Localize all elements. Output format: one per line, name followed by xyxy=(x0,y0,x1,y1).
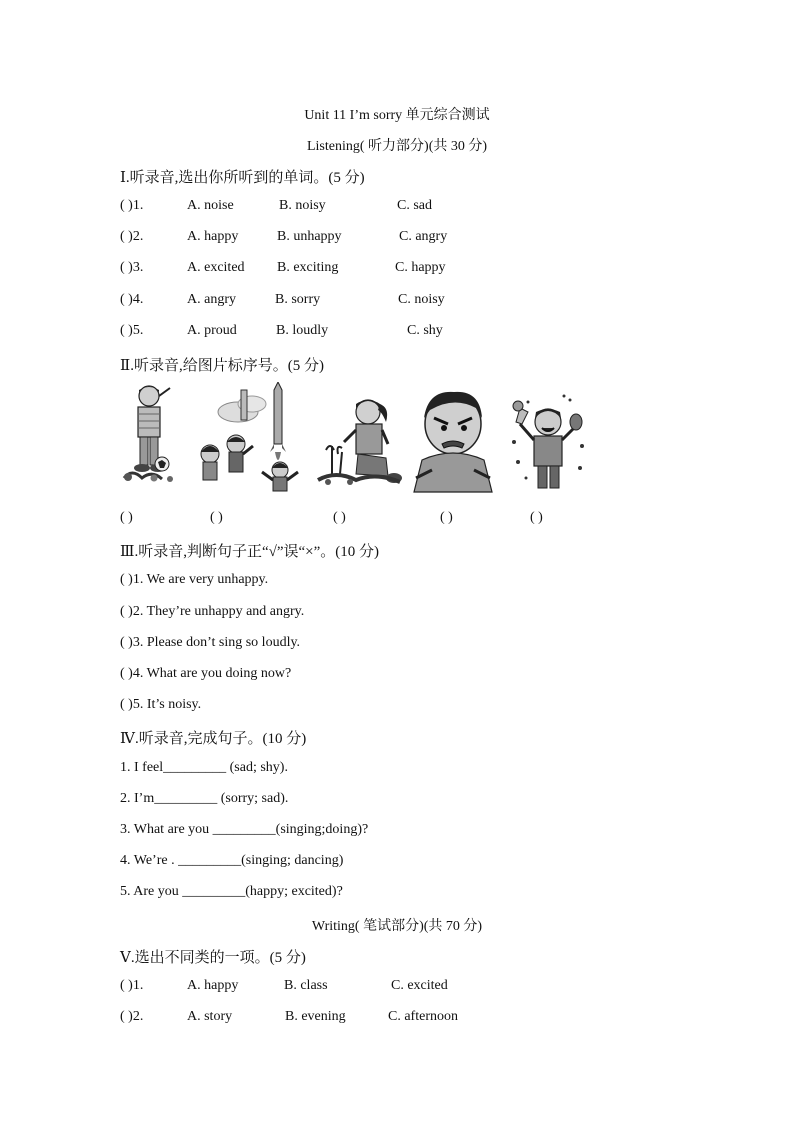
section-3-item: ( )3. Please don’t sing so loudly. xyxy=(120,635,301,650)
section-4-heading: Ⅳ.听录音,完成句子。(10 分) xyxy=(120,731,307,747)
picture-answer-blank: ( ) xyxy=(120,510,133,525)
listening-header: Listening( 听力部分)(共 30 分) xyxy=(306,139,488,154)
option-c: C. sad xyxy=(397,198,432,213)
option-a: A. noise xyxy=(187,198,234,213)
picture-answer-blank: ( ) xyxy=(530,510,543,525)
option-b: B. noisy xyxy=(279,198,326,213)
section-2-heading: Ⅱ.听录音,给图片标序号。(5 分) xyxy=(120,358,324,374)
item-number: ( )2. xyxy=(120,1009,144,1024)
option-b: B. evening xyxy=(285,1009,346,1024)
section-4-item: 4. We’re . _________(singing; dancing) xyxy=(120,853,344,868)
section-3-item: ( )1. We are very unhappy. xyxy=(120,572,269,587)
item-number: ( )1. xyxy=(120,978,144,993)
picture-answer-blank: ( ) xyxy=(210,510,223,525)
option-a: A. story xyxy=(187,1009,233,1024)
section-3-heading: Ⅲ.听录音,判断句子正“√”误“×”。(10 分) xyxy=(120,544,380,560)
option-c: C. noisy xyxy=(398,292,445,307)
section-4-item: 1. I feel_________ (sad; shy). xyxy=(120,760,288,775)
item-number: ( )2. xyxy=(120,229,144,244)
angry-boy-picture xyxy=(408,382,498,494)
option-a: A. angry xyxy=(187,292,236,307)
option-c: C. angry xyxy=(399,229,448,244)
item-number: ( )1. xyxy=(120,198,144,213)
item-number: ( )5. xyxy=(120,323,144,338)
option-b: B. loudly xyxy=(276,323,329,338)
option-a: A. excited xyxy=(187,260,245,275)
option-c: C. excited xyxy=(391,978,448,993)
option-c: C. shy xyxy=(407,323,443,338)
rocket-children-picture xyxy=(198,382,308,494)
item-number: ( )3. xyxy=(120,260,144,275)
section-4-item: 2. I’m_________ (sorry; sad). xyxy=(120,791,289,806)
writing-header: Writing( 笔试部分)(共 70 分) xyxy=(311,919,483,934)
section-5-heading: Ⅴ.选出不同类的一项。(5 分) xyxy=(120,950,306,966)
option-c: C. happy xyxy=(395,260,446,275)
girl-broken-plant-picture xyxy=(316,382,408,494)
option-c: C. afternoon xyxy=(388,1009,458,1024)
picture-strip xyxy=(118,382,598,494)
section-1-heading: Ⅰ.听录音,选出你所听到的单词。(5 分) xyxy=(120,170,365,186)
picture-answer-blank: ( ) xyxy=(440,510,453,525)
section-3-item: ( )2. They’re unhappy and angry. xyxy=(120,604,305,619)
section-3-item: ( )4. What are you doing now? xyxy=(120,666,292,681)
option-b: B. sorry xyxy=(275,292,321,307)
option-a: A. happy xyxy=(187,229,239,244)
option-a: A. happy xyxy=(187,978,239,993)
section-4-item: 3. What are you _________(singing;doing)? xyxy=(120,822,369,837)
section-3-item: ( )5. It’s noisy. xyxy=(120,697,202,712)
page-title: Unit 11 I’m sorry 单元综合测试 xyxy=(304,108,490,123)
section-4-item: 5. Are you _________(happy; excited)? xyxy=(120,884,343,899)
picture-answer-blank: ( ) xyxy=(333,510,346,525)
boy-calling-picture xyxy=(118,382,180,494)
option-a: A. proud xyxy=(187,323,237,338)
option-b: B. unhappy xyxy=(277,229,342,244)
option-b: B. exciting xyxy=(277,260,339,275)
item-number: ( )4. xyxy=(120,292,144,307)
excited-boy-picture xyxy=(508,382,588,494)
option-b: B. class xyxy=(284,978,328,993)
